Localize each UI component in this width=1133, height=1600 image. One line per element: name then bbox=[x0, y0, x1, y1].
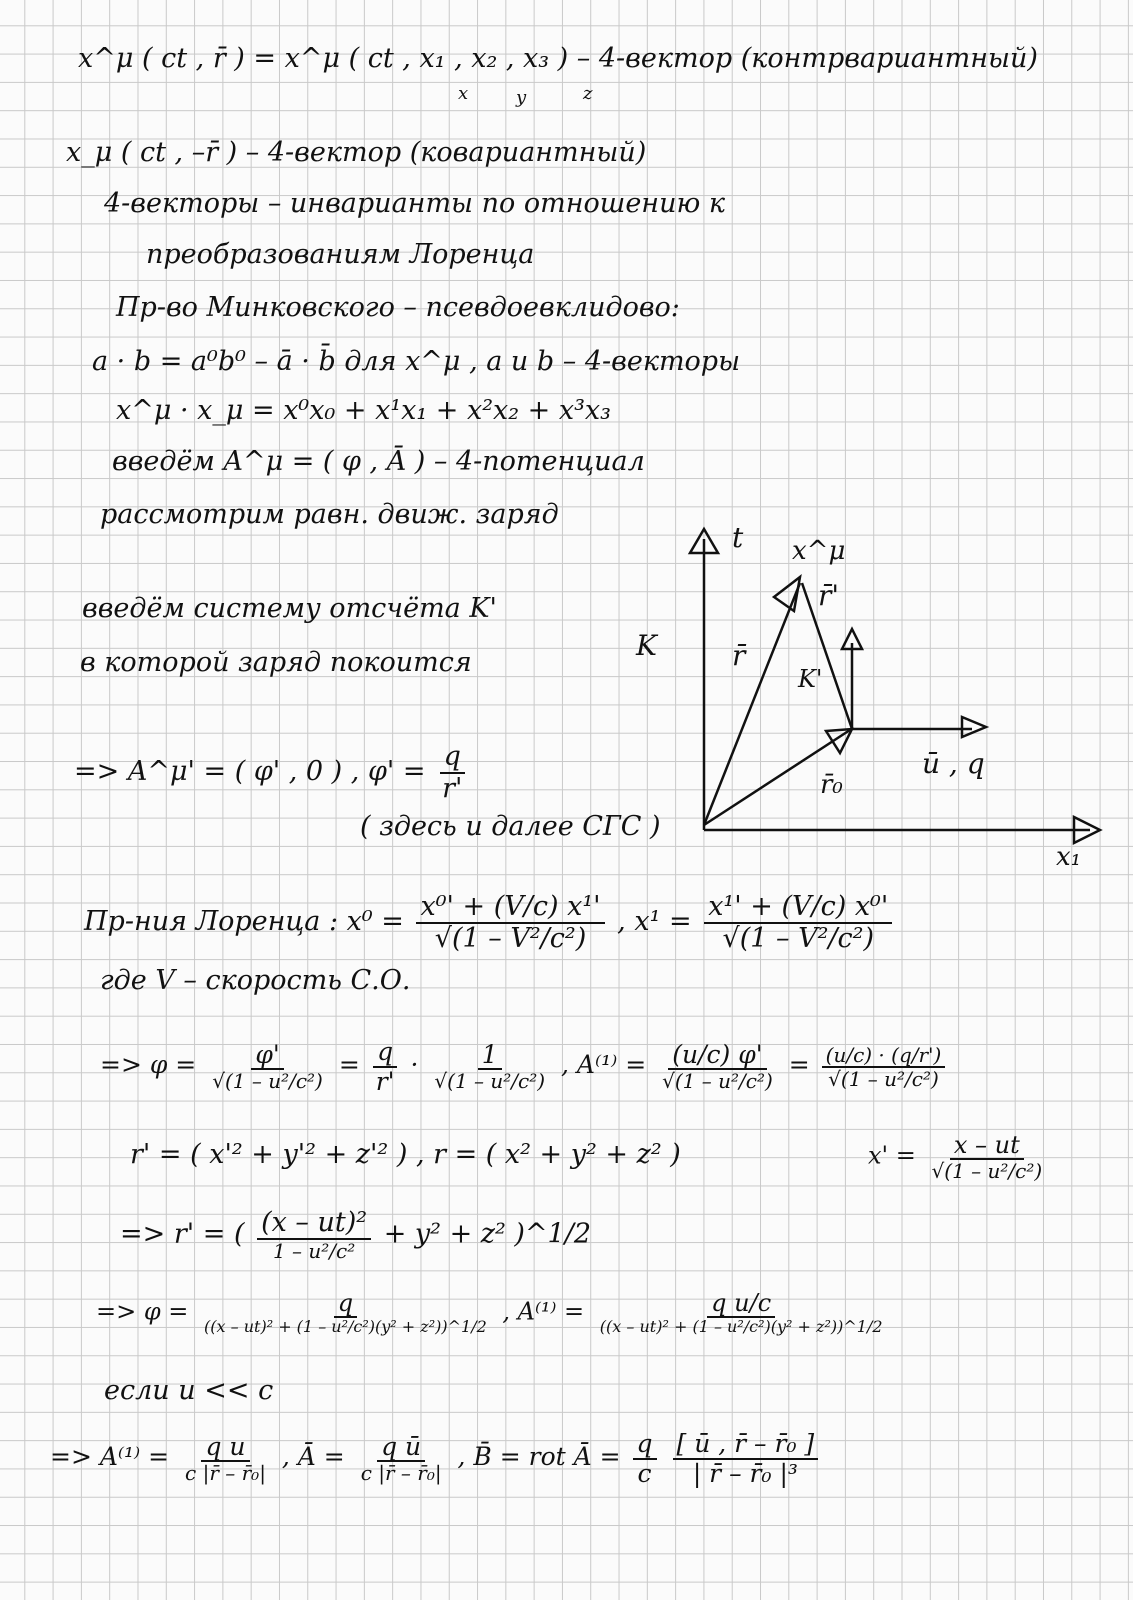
equation-phi-A1-final: => φ = $\frac{q}{\text{((x – ut)² + (1 – u²/c²)(y² + z²))\textasciicircum{}1/2}}$ , A⁽¹⁾ = $\frac{\text{q u/c}}{\text{((x – ut)² + (1 – u²/c²)(y² + z²))\textasciicircum{}1/2}}$ bbox=[96, 1289, 883, 1337]
equation-potential-rest-frame-text: => A^μ' = ( φ' , 0 ) , φ' = bbox=[74, 756, 426, 788]
equation-phi-and-A1: => φ = $\frac{\varphi'}{\text{√(1 – u²/c²)}}$ = $\frac{q}{r'}$ · $\frac{1}{\text{√(1 – u²/c²)}}$ , A⁽¹⁾ = $\frac{(u/c) \varphi'}{\text{√(1 – u²/c²)}}$ = $\frac{(u/c) \cdot (q/r')}{\text{√(1 – u²/c²)}}$ bbox=[100, 1038, 949, 1095]
label-K: K bbox=[636, 629, 657, 662]
equation-B-field: => A⁽¹⁾ = $\frac{\text{q u}}{\text{c |r̄ – r̄₀|}}$ , Ā = $\frac{\text{q ū}}{\text{c |r̄ – r̄₀|}}$ , B̄ = rot Ā = $\frac{q}{c}$ $\frac{\text{[ ū , r̄ – r̄₀ ]}}{\text{| r̄ – r̄₀ |³}}$ bbox=[50, 1430, 822, 1487]
equation-lorentz-transforms: Пр-ния Лоренца : x⁰ = $\frac{\text{x⁰' + (V/c) x¹'}}{\text{√(1 – V²/c²)}}$ , x¹ = $\frac{\text{x¹' + (V/c) x⁰'}}{\text{√(1 – V²/c²)}}$ bbox=[84, 892, 896, 953]
text-introduce-frame: введём систему отсчёта K' bbox=[82, 593, 497, 624]
label-u-q: ū , q bbox=[922, 747, 985, 780]
label-r0: r̄₀ bbox=[820, 770, 843, 800]
text-invariants: 4-векторы – инварианты по отношению к bbox=[104, 188, 725, 219]
label-y-under: y bbox=[516, 87, 527, 108]
equation-contraction: x^μ · x_μ = x⁰x₀ + x¹x₁ + x²x₂ + x³x₃ bbox=[116, 395, 611, 426]
equation-4vector-contravariant: x^μ ( ct , r̄ ) = x^μ ( ct , x₁ , x₂ , x₃ ) – 4-вектор (контрвариантный) bbox=[78, 43, 1038, 74]
equation-r-prime-expanded: => r' = ( $\frac{\text{(x – ut)²}}{\text{1 – u²/c²}}$ + y² + z² )^1/2 bbox=[120, 1207, 592, 1263]
text-moving-charge: рассмотрим равн. движ. заряд bbox=[100, 499, 559, 530]
fraction-q-over-rprime: $\frac{q}{r'}$ bbox=[438, 742, 466, 803]
text-4-potential: введём A^μ = ( φ , Ā ) – 4-потенциал bbox=[112, 446, 645, 477]
equation-dot-product: a · b = a⁰b⁰ – ā · b̄ для x^μ , a и b – 4-векторы bbox=[92, 346, 741, 377]
equation-x-prime: x' = $\frac{x - ut}{\text{√(1 – u²/c²)}}$ bbox=[868, 1131, 1043, 1184]
label-x-under: x bbox=[458, 83, 469, 104]
text-cgs-note: ( здесь и далее СГС ) bbox=[360, 811, 661, 842]
equation-r-prime-and-r: r' = ( x'² + y'² + z'² ) , r = ( x² + y² + z² ) bbox=[130, 1139, 681, 1170]
kprime-horizontal-arrowhead bbox=[962, 717, 986, 737]
text-lorentz-transforms: преобразованиям Лоренца bbox=[146, 239, 535, 270]
label-z-under: z bbox=[583, 83, 593, 104]
vector-r-arrowhead bbox=[774, 577, 800, 611]
vector-r bbox=[704, 583, 800, 825]
fraction-x0: $\frac{\text{x⁰' + (V/c) x¹'}}{\text{√(1 – V²/c²)}}$ bbox=[416, 892, 604, 953]
text-minkowski-space: Пр-во Минковского – псевдоевклидово: bbox=[116, 292, 680, 323]
equation-potential-rest-frame bbox=[74, 742, 470, 803]
fraction-x1: $\frac{\text{x¹' + (V/c) x⁰'}}{\text{√(1 – V²/c²)}}$ bbox=[704, 892, 892, 953]
label-r-prime: r̄' bbox=[818, 579, 840, 612]
label-r: r̄ bbox=[732, 639, 746, 672]
text-if-u-much-less-c: если u << c bbox=[104, 1375, 274, 1406]
text-charge-at-rest: в которой заряд покоится bbox=[80, 647, 472, 678]
label-K-prime: K' bbox=[798, 665, 823, 693]
equation-4vector-covariant: x_μ ( ct , –r̄ ) – 4-вектор (ковариантный) bbox=[66, 137, 647, 168]
label-t: t bbox=[732, 521, 744, 554]
label-x1: x₁ bbox=[1056, 842, 1082, 872]
text-velocity-definition: где V – скорость С.О. bbox=[100, 965, 411, 996]
label-x-mu: x^μ bbox=[792, 536, 846, 566]
reference-frame-diagram bbox=[636, 521, 1130, 905]
